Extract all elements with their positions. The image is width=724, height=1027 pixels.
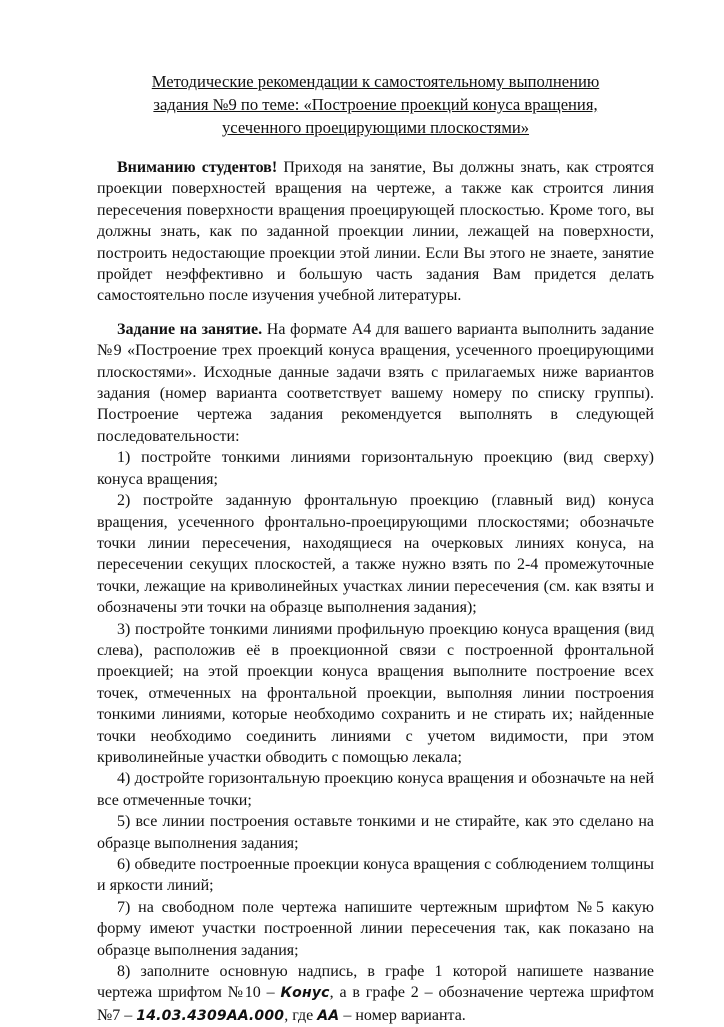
drawing-code: 14.03.4309АА.000 xyxy=(136,1007,285,1024)
title-line-3: усеченного проецирующими плоскостями» xyxy=(221,118,530,137)
intro-lead: Вниманию студентов! xyxy=(117,159,278,176)
task-text: На формате А4 для вашего варианта выполнить задание №9 «Построение трех проекций конуса вращения, усеченного проецирующими плоскостями». Исходные данные задачи взять с прилагаемых ниже вариантов задания (номер варианта соответствует вашему номеру по списку группы). Построение чертежа задания рекомендуется выполнять в следующей последовательности: xyxy=(97,320,655,445)
step-1: 1) постройте тонкими линиями горизонтальную проекцию (вид сверху) конуса вращения; xyxy=(97,449,654,488)
page-title xyxy=(97,70,654,139)
drawing-name: Конус xyxy=(280,985,330,1002)
step-8-part-2: , а в графе 2 – обозначение чертежа шрифтом №7 – xyxy=(97,984,655,1024)
step-2: 2) постройте заданную фронтальную проекцию (главный вид) конуса вращения, усеченного фронтально-проецирующими плоскостями; обозначьте точки линии пересечения, находящиеся на очерковых линиях конуса, на пересечении секущих плоскостей, а также нужно взять по 2-4 промежуточные точки, лежащие на криволинейных участках линии пересечения (см. как взяты и обозначены эти точки на образце выполнения задания); xyxy=(97,492,654,617)
title-line-1: Методические рекомендации к самостоятельному выполнению xyxy=(151,72,600,91)
document-page xyxy=(97,70,654,1027)
title-line-2: задания №9 по теме: «Построение проекций конуса вращения, xyxy=(153,95,598,114)
variant-code: АА xyxy=(317,1007,340,1024)
step-6: 6) обведите построенные проекции конуса вращения с соблюдением толщины и яркости линий; xyxy=(97,856,654,895)
step-3: 3) постройте тонкими линиями профильную проекцию конуса вращения (вид слева), расположив её в проекционной связи с построенной фронтальной проекцией; на этой проекции конуса вращения выполните построение всех точек, отмеченных на фронтальной проекции, выполняя линии построения тонкими линиями, которые необходимо сохранить и не стирать их; найденные точки необходимо соединить линиями с учетом видимости, при этом криволинейные участки обводить с помощью лекала; xyxy=(97,620,654,766)
step-4: 4) достройте горизонтальную проекцию конуса вращения и обозначьте на ней все отмеченные точки; xyxy=(97,770,654,809)
step-7: 7) на свободном поле чертежа напишите чертежным шрифтом №5 какую форму имеют участки построенной линии пересечения так, как показано на образце выполнения задания; xyxy=(97,898,654,959)
intro-text: Приходя на занятие, Вы должны знать, как строятся проекции поверхностей вращения на чертеже, а также как строится линия пересечения поверхности вращения проецирующей плоскостью. Кроме того, вы должны знать, как по заданной проекции линии, лежащей на поверхности, построить недостающие проекции этой линии. Если Вы этого не знаете, занятие пройдет неэффективно и большую часть задания Вам придется делать самостоятельно после изучения учебной литературы. xyxy=(97,159,655,305)
step-8-part-3: , где xyxy=(284,1006,318,1024)
task-paragraph xyxy=(97,319,654,447)
step-5: 5) все линии построения оставьте тонкими и не стирайте, как это сделано на образце выполнения задания; xyxy=(97,813,654,852)
step-8-part-4: – номер варианта. xyxy=(339,1006,466,1024)
step-8-part-1: 8) заполните основную надпись, в графе 1 которой напишете название чертежа шрифтом №10 – xyxy=(97,963,654,1002)
task-lead: Задание на занятие. xyxy=(117,320,263,338)
intro-paragraph xyxy=(97,157,654,307)
step-8 xyxy=(97,961,654,1027)
